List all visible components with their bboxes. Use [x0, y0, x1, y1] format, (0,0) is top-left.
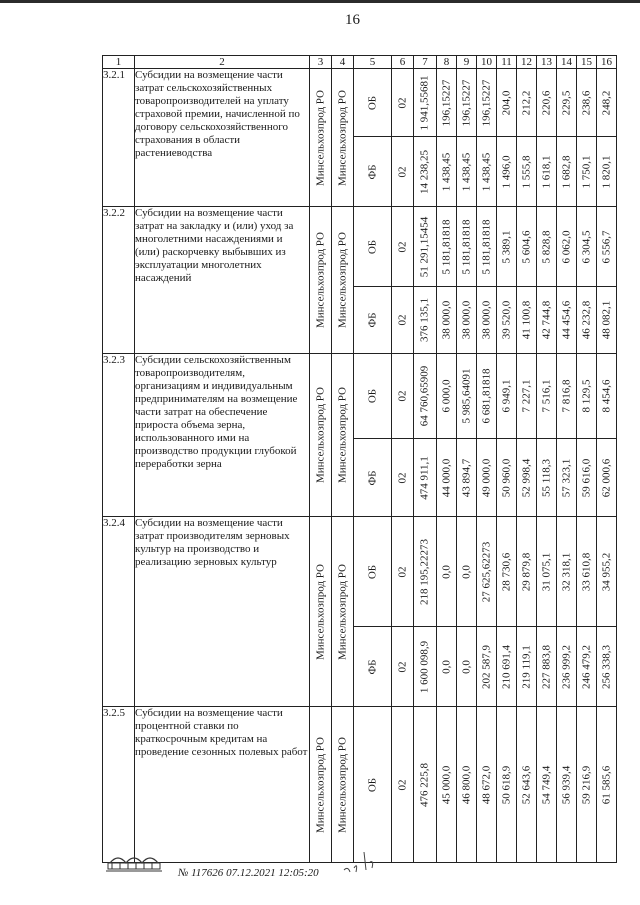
value-cell: 1 618,1	[540, 155, 552, 188]
value-cell-cell	[414, 137, 437, 207]
value-cell-cell	[577, 287, 597, 354]
value-cell: 1 438,45	[480, 152, 492, 191]
row-name: Субсидии на возмещение части процентной ставки по краткосрочным кредитам на проведение сезонных полевых работ	[135, 707, 310, 863]
executor: Минсельхозпрод РО	[314, 736, 326, 833]
value-cell-cell	[577, 69, 597, 137]
value-cell: 14 238,25	[418, 149, 431, 194]
budget-code: 02	[396, 390, 408, 402]
value-cell: 6 000,0	[440, 379, 452, 413]
value-cell: 44 000,0	[440, 458, 452, 497]
row-name: Субсидии сельскохозяйственным товаропроизводителям, организациям и индивидуальным предпринимателям на возмещение части затрат на обеспечение прироста объема зерна, использованного ими на производство продукции глубокой переработки зерна	[135, 354, 310, 517]
column-number: 10	[477, 56, 497, 69]
column-number: 4	[332, 56, 354, 69]
column-number: 15	[577, 56, 597, 69]
value-cell-cell	[557, 354, 577, 439]
value-cell: 227 883,8	[540, 644, 552, 689]
column-number: 7	[414, 56, 437, 69]
value-cell: 48 082,1	[600, 300, 612, 340]
budget-code-cell	[392, 354, 414, 439]
budget-source-cell	[354, 207, 392, 287]
value-cell: 1 941,55681	[418, 75, 431, 130]
budget-code: 02	[396, 779, 408, 790]
value-cell: 204,0	[500, 90, 512, 115]
value-cell-cell	[557, 207, 577, 287]
budget-code-cell	[392, 627, 414, 707]
row-code: 3.2.4	[103, 517, 135, 707]
column-number: 11	[497, 56, 517, 69]
value-cell-cell	[517, 439, 537, 517]
executor: Минсельхозпрод РО	[314, 89, 326, 186]
value-cell: 220,6	[540, 90, 552, 115]
value-cell-cell	[577, 354, 597, 439]
value-cell: 55 118,3	[540, 458, 552, 497]
value-cell-cell	[414, 517, 437, 627]
value-cell: 46 232,8	[580, 300, 592, 340]
value-cell-cell	[557, 627, 577, 707]
value-cell: 218 195,22273	[418, 538, 431, 605]
value-cell: 376 135,1	[418, 298, 431, 342]
value-cell-cell	[437, 69, 457, 137]
value-cell-cell	[577, 517, 597, 627]
value-cell-cell	[517, 517, 537, 627]
value-cell: 0,0	[460, 659, 472, 674]
value-cell-cell	[437, 707, 457, 863]
value-cell-cell	[517, 287, 537, 354]
value-cell: 6 304,5	[580, 230, 592, 263]
value-cell: 236 999,2	[560, 644, 572, 689]
executor-cell	[310, 354, 332, 517]
value-cell-cell	[437, 439, 457, 517]
value-cell-cell	[497, 354, 517, 439]
row-code: 3.2.1	[103, 69, 135, 207]
value-cell-cell	[497, 439, 517, 517]
column-number: 1	[103, 56, 135, 69]
value-cell-cell	[517, 627, 537, 707]
budget-code: 02	[396, 661, 408, 672]
value-cell: 7 516,1	[540, 379, 552, 413]
value-cell-cell	[597, 69, 617, 137]
value-cell: 474 911,1	[418, 455, 431, 500]
value-cell-cell	[577, 207, 597, 287]
value-cell-cell	[597, 439, 617, 517]
value-cell-cell	[477, 207, 497, 287]
budget-source-cell	[354, 517, 392, 627]
value-cell-cell	[437, 287, 457, 354]
value-cell: 32 318,1	[560, 552, 572, 591]
value-cell: 43 894,7	[460, 458, 472, 497]
value-cell-cell	[414, 69, 437, 137]
value-cell: 0,0	[440, 564, 452, 579]
value-cell: 5 985,64091	[460, 368, 472, 424]
budget-source: ФБ	[366, 163, 378, 180]
budget-code: 02	[396, 472, 408, 483]
value-cell: 6 681,81818	[480, 368, 492, 424]
budget-source-cell	[354, 287, 392, 354]
budget-source: ОБ	[366, 388, 378, 404]
value-cell-cell	[597, 707, 617, 863]
value-cell-cell	[537, 69, 557, 137]
value-cell-cell	[537, 207, 557, 287]
value-cell: 196,15227	[460, 79, 472, 126]
value-cell-cell	[437, 137, 457, 207]
value-cell: 246 479,2	[580, 644, 592, 689]
value-cell: 27 625,62273	[480, 541, 492, 602]
value-cell-cell	[477, 517, 497, 627]
value-cell: 5 604,6	[520, 230, 532, 263]
value-cell: 196,15227	[440, 79, 452, 126]
value-cell: 0,0	[440, 659, 452, 674]
column-number: 9	[457, 56, 477, 69]
value-cell: 59 616,0	[580, 458, 592, 497]
value-cell-cell	[497, 207, 517, 287]
budget-source: ОБ	[366, 777, 378, 792]
value-cell-cell	[497, 287, 517, 354]
value-cell: 59 216,9	[580, 765, 592, 804]
budget-source: ФБ	[366, 469, 378, 486]
value-cell: 238,6	[580, 90, 592, 115]
row-name: Субсидии на возмещение части затрат на закладку и (или) уход за многолетними насаждениями и (или) раскорчевку выбывших из эксплуатации многолетних насаждений	[135, 207, 310, 354]
value-cell: 45 000,0	[440, 765, 452, 804]
value-cell: 44 454,6	[560, 300, 572, 340]
budget-code: 02	[396, 166, 408, 177]
value-cell: 7 816,8	[560, 379, 572, 413]
value-cell: 52 998,4	[520, 458, 532, 497]
executor: Минсельхозпрод РО	[314, 563, 326, 660]
table-row	[103, 207, 617, 287]
value-cell: 219 119,1	[520, 644, 532, 689]
value-cell: 202 587,9	[480, 644, 492, 689]
executor-cell	[310, 707, 332, 863]
value-cell: 5 181,81818	[460, 219, 472, 274]
budget-code-cell	[392, 69, 414, 137]
footer-registration	[178, 867, 319, 879]
coexecutor-cell	[332, 517, 354, 707]
executor: Минсельхозпрод РО	[314, 232, 326, 328]
page-number: 16	[345, 12, 360, 28]
value-cell-cell	[577, 627, 597, 707]
table-row	[103, 517, 617, 627]
budget-code-cell	[392, 137, 414, 207]
value-cell-cell	[557, 287, 577, 354]
budget-source: ОБ	[366, 95, 378, 110]
value-cell-cell	[597, 287, 617, 354]
budget-source-cell	[354, 439, 392, 517]
top-scan-edge	[0, 0, 640, 3]
value-cell: 8 454,6	[600, 379, 612, 413]
budget-source: ФБ	[366, 658, 378, 675]
value-cell-cell	[457, 354, 477, 439]
value-cell-cell	[537, 439, 557, 517]
value-cell-cell	[457, 517, 477, 627]
row-code: 3.2.2	[103, 207, 135, 354]
value-cell-cell	[497, 707, 517, 863]
value-cell: 256 338,3	[600, 644, 612, 689]
value-cell: 48 672,0	[480, 765, 492, 804]
footer-doc-number: № 117626	[178, 867, 224, 879]
value-cell: 7 227,1	[520, 379, 532, 413]
budget-source-cell	[354, 69, 392, 137]
value-cell: 0,0	[460, 564, 472, 579]
value-cell: 229,5	[560, 90, 572, 115]
value-cell: 49 000,0	[480, 458, 492, 497]
value-cell-cell	[414, 627, 437, 707]
table-row	[103, 354, 617, 439]
value-cell: 1 438,45	[440, 152, 452, 191]
value-cell: 6 062,0	[560, 230, 572, 263]
value-cell-cell	[437, 207, 457, 287]
value-cell: 46 800,0	[460, 765, 472, 804]
budget-code: 02	[396, 97, 408, 108]
coexecutor: Минсельхозпрод РО	[336, 89, 348, 186]
value-cell-cell	[537, 707, 557, 863]
value-cell-cell	[577, 137, 597, 207]
value-cell: 5 181,81818	[440, 219, 452, 274]
value-cell-cell	[537, 627, 557, 707]
value-cell: 5 389,1	[500, 230, 512, 263]
budget-table	[102, 55, 617, 863]
value-cell: 1 555,8	[520, 155, 532, 188]
value-cell-cell	[477, 287, 497, 354]
coexecutor: Минсельхозпрод РО	[336, 563, 348, 660]
value-cell-cell	[477, 69, 497, 137]
value-cell-cell	[414, 287, 437, 354]
value-cell: 248,2	[600, 90, 612, 115]
value-cell-cell	[597, 517, 617, 627]
value-cell-cell	[517, 707, 537, 863]
column-number: 16	[597, 56, 617, 69]
table-row	[103, 707, 617, 863]
budget-code-cell	[392, 517, 414, 627]
value-cell-cell	[597, 207, 617, 287]
value-cell: 5 181,81818	[480, 219, 492, 274]
value-cell: 51 291,15454	[418, 216, 431, 277]
value-cell: 29 879,8	[520, 552, 532, 591]
budget-code-cell	[392, 707, 414, 863]
budget-source-cell	[354, 354, 392, 439]
row-name: Субсидии на возмещение части затрат производителям зерновых культур на производство и реализацию зерновых культур	[135, 517, 310, 707]
value-cell: 6 949,1	[500, 379, 512, 413]
value-cell-cell	[557, 137, 577, 207]
budget-source-cell	[354, 627, 392, 707]
value-cell-cell	[597, 137, 617, 207]
coexecutor-cell	[332, 707, 354, 863]
executor: Минсельхозпрод РО	[314, 387, 326, 483]
value-cell-cell	[517, 354, 537, 439]
footer-datetime: 07.12.2021 12:05:20	[226, 867, 319, 879]
registry-stamp-logo	[104, 851, 164, 873]
value-cell-cell	[477, 627, 497, 707]
coexecutor: Минсельхозпрод РО	[336, 232, 348, 328]
column-number: 5	[354, 56, 392, 69]
table-row	[103, 69, 617, 137]
budget-code-cell	[392, 439, 414, 517]
value-cell-cell	[517, 69, 537, 137]
value-cell: 54 749,4	[540, 765, 552, 804]
row-name: Субсидии на возмещение части затрат сельскохозяйственных товаропроизводителей на уплату страховой премии, начисленной по договору сельскохозяйственного страхования в области растениеводства	[135, 69, 310, 207]
value-cell: 1 750,1	[580, 155, 592, 188]
value-cell: 1 820,1	[600, 155, 612, 188]
value-cell-cell	[597, 354, 617, 439]
budget-source-cell	[354, 137, 392, 207]
value-cell-cell	[437, 627, 457, 707]
budget-code: 02	[396, 314, 408, 326]
coexecutor: Минсельхозпрод РО	[336, 736, 348, 833]
value-cell-cell	[414, 439, 437, 517]
value-cell: 38 000,0	[460, 300, 472, 340]
row-code: 3.2.3	[103, 354, 135, 517]
column-number-row	[103, 56, 617, 69]
row-code: 3.2.5	[103, 707, 135, 863]
value-cell-cell	[537, 287, 557, 354]
value-cell-cell	[414, 707, 437, 863]
value-cell-cell	[414, 207, 437, 287]
budget-code: 02	[396, 241, 408, 252]
budget-code-cell	[392, 207, 414, 287]
executor-cell	[310, 207, 332, 354]
value-cell: 38 000,0	[480, 300, 492, 340]
value-cell-cell	[497, 137, 517, 207]
value-cell-cell	[517, 207, 537, 287]
value-cell-cell	[457, 69, 477, 137]
value-cell: 64 760,65909	[418, 365, 431, 427]
value-cell: 5 828,8	[540, 230, 552, 263]
coexecutor-cell	[332, 354, 354, 517]
value-cell-cell	[577, 707, 597, 863]
value-cell: 1 496,0	[500, 155, 512, 188]
value-cell: 33 610,8	[580, 552, 592, 591]
column-number: 6	[392, 56, 414, 69]
value-cell: 6 556,7	[600, 230, 612, 263]
value-cell-cell	[477, 137, 497, 207]
value-cell-cell	[437, 354, 457, 439]
value-cell-cell	[497, 69, 517, 137]
value-cell-cell	[557, 707, 577, 863]
value-cell-cell	[557, 69, 577, 137]
value-cell-cell	[457, 707, 477, 863]
column-number: 14	[557, 56, 577, 69]
value-cell: 41 100,8	[520, 300, 532, 340]
value-cell-cell	[457, 207, 477, 287]
value-cell-cell	[457, 439, 477, 517]
value-cell-cell	[577, 439, 597, 517]
value-cell: 1 682,8	[560, 155, 572, 188]
value-cell-cell	[457, 287, 477, 354]
value-cell: 50 960,0	[500, 458, 512, 497]
value-cell: 196,15227	[480, 79, 492, 126]
value-cell: 62 000,6	[600, 458, 612, 497]
value-cell-cell	[457, 627, 477, 707]
value-cell-cell	[414, 354, 437, 439]
column-number: 13	[537, 56, 557, 69]
value-cell-cell	[497, 517, 517, 627]
executor-cell	[310, 517, 332, 707]
value-cell: 476 225,8	[418, 762, 431, 807]
budget-source: ОБ	[366, 564, 378, 579]
column-number: 2	[135, 56, 310, 69]
value-cell: 61 585,6	[600, 765, 612, 804]
value-cell: 52 643,6	[520, 765, 532, 804]
value-cell-cell	[597, 627, 617, 707]
budget-source-cell	[354, 707, 392, 863]
column-number: 12	[517, 56, 537, 69]
handwritten-mark	[342, 848, 382, 878]
value-cell-cell	[537, 517, 557, 627]
value-cell: 34 955,2	[600, 552, 612, 591]
value-cell-cell	[537, 137, 557, 207]
value-cell: 50 618,9	[500, 765, 512, 804]
value-cell-cell	[477, 439, 497, 517]
column-number: 3	[310, 56, 332, 69]
value-cell-cell	[437, 517, 457, 627]
value-cell-cell	[477, 354, 497, 439]
budget-code: 02	[396, 566, 408, 577]
column-number: 8	[437, 56, 457, 69]
value-cell-cell	[557, 517, 577, 627]
value-cell: 28 730,6	[500, 552, 512, 591]
value-cell: 212,2	[520, 90, 532, 115]
value-cell: 57 323,1	[560, 458, 572, 497]
value-cell: 1 600 098,9	[418, 640, 431, 693]
value-cell: 42 744,8	[540, 300, 552, 340]
value-cell-cell	[457, 137, 477, 207]
coexecutor: Минсельхозпрод РО	[336, 387, 348, 483]
value-cell-cell	[557, 439, 577, 517]
budget-source: ОБ	[366, 239, 378, 254]
value-cell: 1 438,45	[460, 152, 472, 191]
value-cell: 56 939,4	[560, 765, 572, 804]
value-cell: 8 129,5	[580, 379, 592, 413]
value-cell: 38 000,0	[440, 300, 452, 340]
value-cell-cell	[497, 627, 517, 707]
coexecutor-cell	[332, 207, 354, 354]
value-cell-cell	[537, 354, 557, 439]
executor-cell	[310, 69, 332, 207]
value-cell: 31 075,1	[540, 552, 552, 591]
value-cell: 39 520,0	[500, 300, 512, 340]
budget-source: ФБ	[366, 312, 378, 328]
coexecutor-cell	[332, 69, 354, 207]
value-cell-cell	[517, 137, 537, 207]
budget-code-cell	[392, 287, 414, 354]
value-cell-cell	[477, 707, 497, 863]
value-cell: 210 691,4	[500, 644, 512, 689]
